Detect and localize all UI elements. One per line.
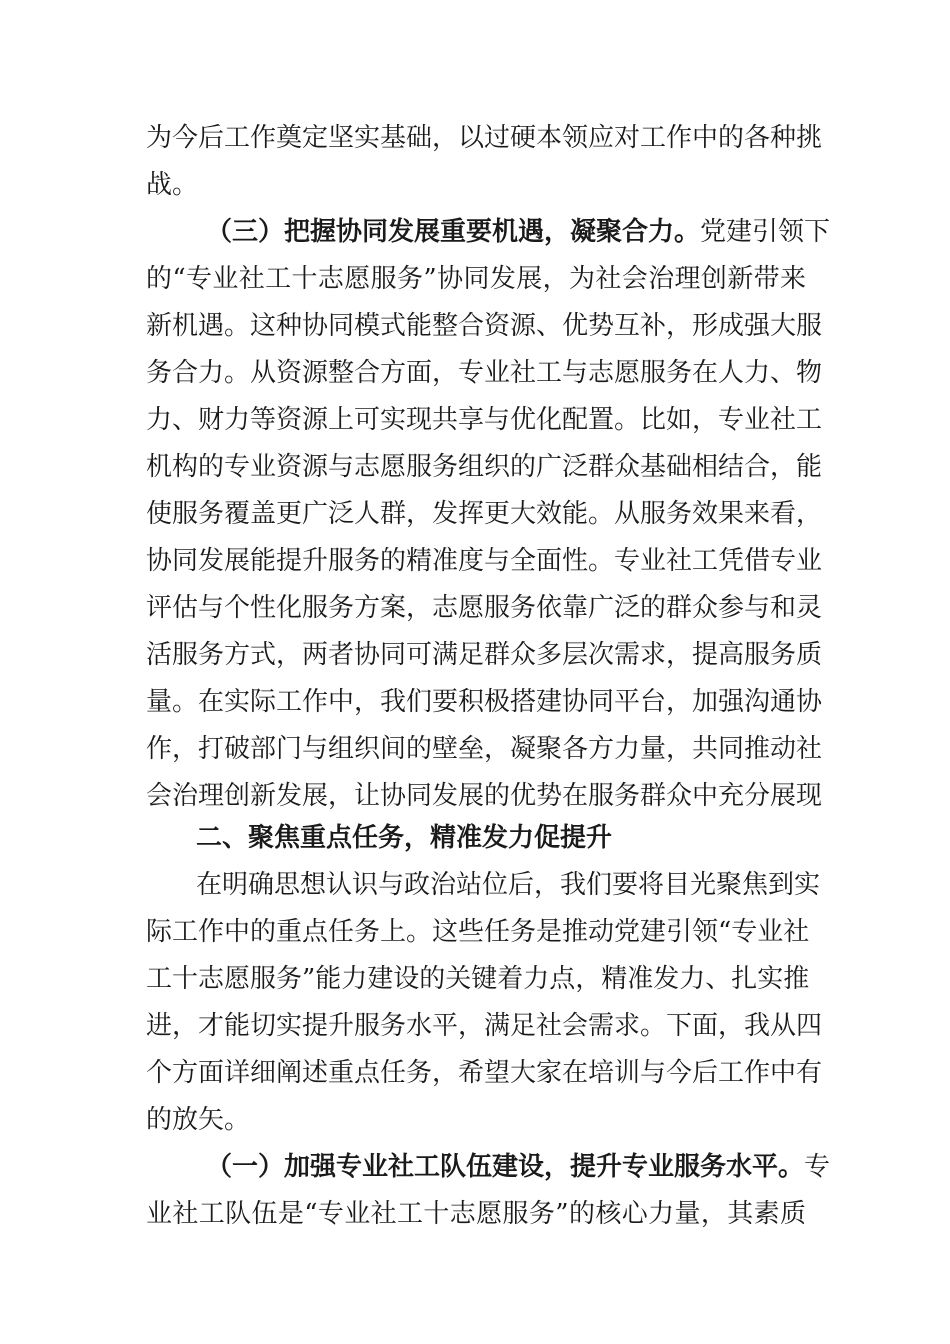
paragraph-line: 工十志愿服务”能力建设的关键着力点，精准发力、扎实推 (146, 964, 810, 994)
paragraph-line: 使服务覆盖更广泛人群，发挥更大效能。从服务效果来看， (146, 499, 823, 529)
paragraph-line: 际工作中的重点任务上。这些任务是推动党建引领“专业社 (146, 917, 810, 947)
subsection-heading: （一）加强专业社工队伍建设，提升专业服务水平。 (206, 1152, 805, 1182)
paragraph-text: 党建引领下 (700, 217, 831, 247)
subsection-heading: （三）把握协同发展重要机遇，凝聚合力。 (206, 217, 701, 247)
paragraph-line: 活服务方式，两者协同可满足群众多层次需求，提高服务质 (146, 640, 823, 670)
paragraph-line: 评估与个性化服务方案，志愿服务依靠广泛的群众参与和灵 (146, 593, 823, 623)
paragraph-line: 力、财力等资源上可实现共享与优化配置。比如，专业社工 (146, 405, 823, 435)
paragraph-line: 务合力。从资源整合方面，专业社工与志愿服务在人力、物 (146, 358, 823, 388)
paragraph-line: 进，才能切实提升服务水平，满足社会需求。下面，我从四 (146, 1011, 823, 1041)
paragraph-line: 作，打破部门与组织间的壁垒，凝聚各方力量，共同推动社 (146, 734, 823, 764)
paragraph-line: 量。在实际工作中，我们要积极搭建协同平台，加强沟通协 (146, 687, 823, 717)
section-paragraph-start (206, 212, 831, 252)
paragraph-line: 为今后工作奠定坚实基础，以过硬本领应对工作中的各种挑 (146, 123, 823, 153)
paragraph-line: 战。 (146, 170, 199, 200)
paragraph-line: 的放矢。 (146, 1105, 251, 1135)
section-heading: 二、聚焦重点任务，精准发力促提升 (196, 823, 613, 853)
paragraph-line: 的“专业社工十志愿服务”协同发展，为社会治理创新带来 (146, 264, 806, 294)
paragraph-line: 新机遇。这种协同模式能整合资源、优势互补，形成强大服 (146, 311, 823, 341)
paragraph-text: 专 (804, 1152, 831, 1182)
paragraph-line: 机构的专业资源与志愿服务组织的广泛群众基础相结合，能 (146, 452, 823, 482)
section-paragraph-start (206, 1147, 831, 1187)
paragraph-line: 业社工队伍是“专业社工十志愿服务”的核心力量，其素质 (146, 1199, 806, 1229)
paragraph-line: 个方面详细阐述重点任务，希望大家在培训与今后工作中有 (146, 1058, 823, 1088)
paragraph-line: 在明确思想认识与政治站位后，我们要将目光聚焦到实 (196, 870, 821, 900)
paragraph-line: 协同发展能提升服务的精准度与全面性。专业社工凭借专业 (146, 546, 823, 576)
paragraph-line: 会治理创新发展，让协同发展的优势在服务群众中充分展现 (146, 781, 823, 811)
